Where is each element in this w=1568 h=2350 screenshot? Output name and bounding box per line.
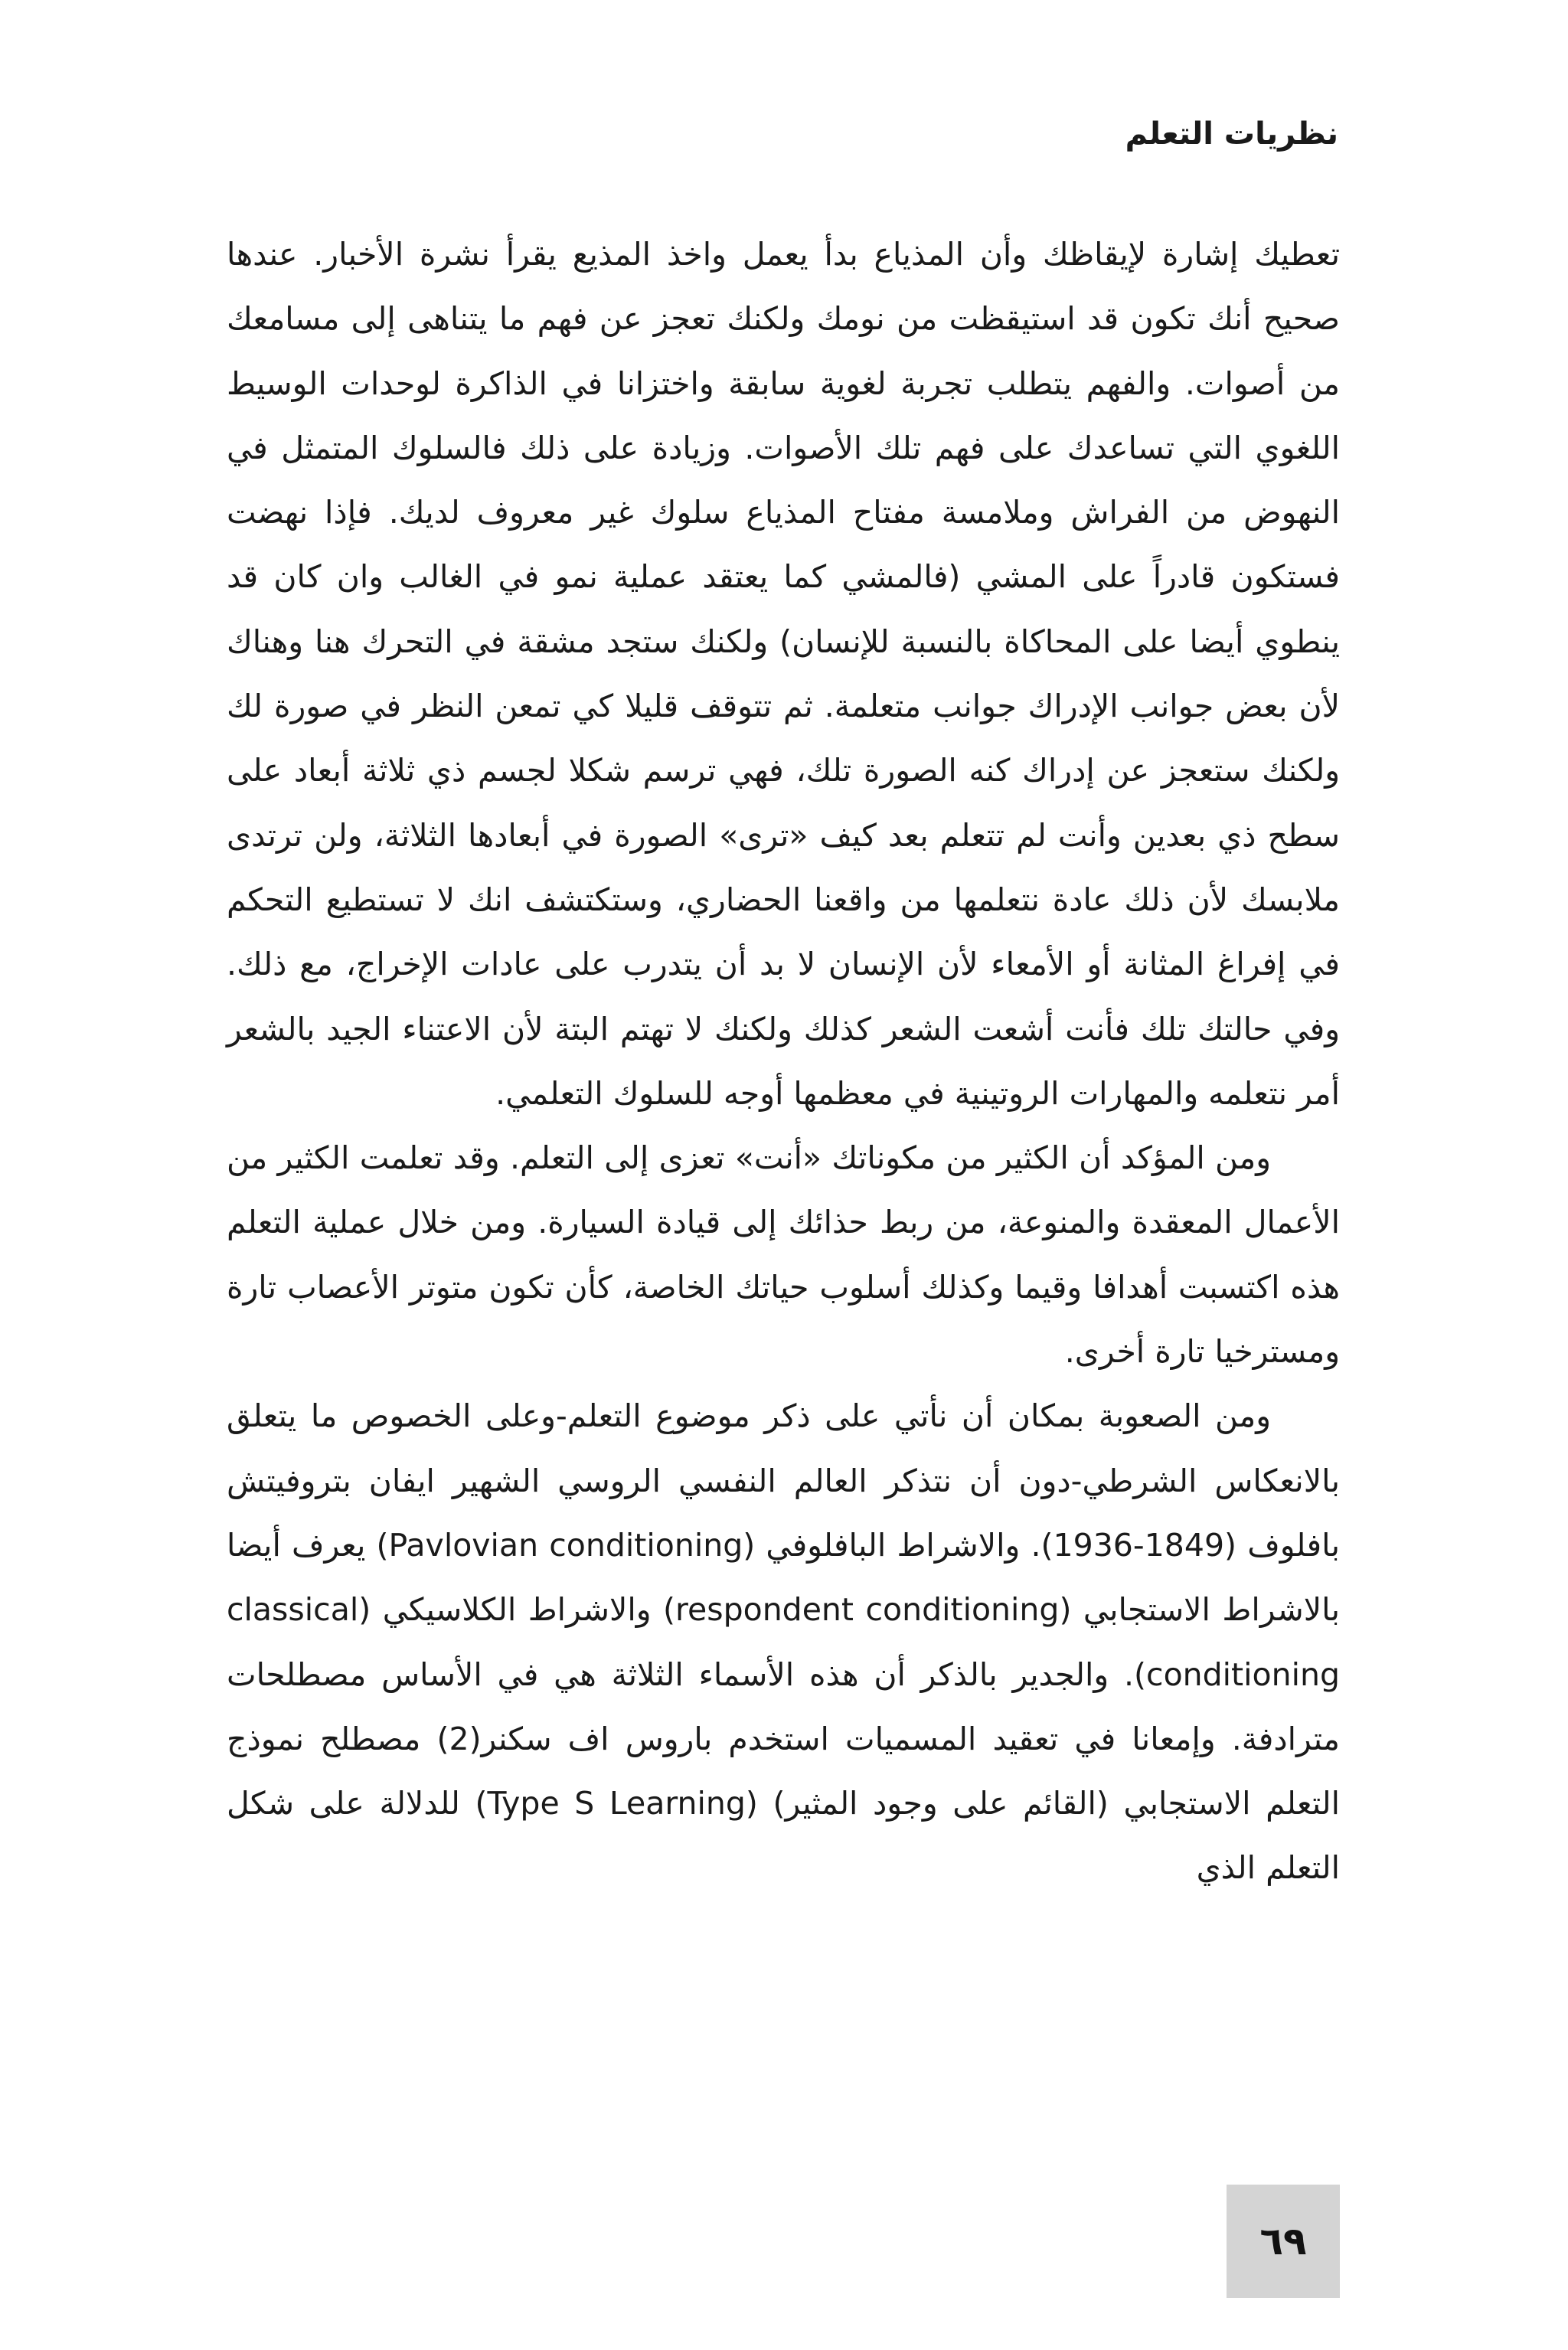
page-body — [227, 222, 1340, 1901]
body-paragraph: تعطيك إشارة لإيقاظك وأن المذياع بدأ يعمل واخذ المذيع يقرأ نشرة الأخبار. عندها صحيح أنك تكون قد استيقظت من نومك ولكنك تعجز عن فهم ما يتناهى إلى مسامعك من أصوات. والفهم يتطلب تجربة لغوية سابقة واختزانا في الذاكرة لوحدات الوسيط اللغوي التي تساعدك على فهم تلك الأصوات. وزيادة على ذلك فالسلوك المتمثل في النهوض من الفراش وملامسة مفتاح المذياع سلوك غير معروف لديك. فإذا نهضت فستكون قادراً على المشي (فالمشي كما يعتقد عملية نمو في الغالب وان كان قد ينطوي أيضا على المحاكاة بالنسبة للإنسان) ولكنك ستجد مشقة في التحرك هنا وهناك لأن بعض جوانب الإدراك جوانب متعلمة. ثم تتوقف قليلا كي تمعن النظر في صورة لك ولكنك ستعجز عن إدراك كنه الصورة تلك، فهي ترسم شكلا لجسم ذي ثلاثة أبعاد على سطح ذي بعدين وأنت لم تتعلم بعد كيف «ترى» الصورة في أبعادها الثلاثة، ولن ترتدى ملابسك لأن ذلك عادة نتعلمها من واقعنا الحضاري، وستكتشف انك لا تستطيع التحكم في إفراغ المثانة أو الأمعاء لأن الإنسان لا بد أن يتدرب على عادات الإخراج، مع ذلك. وفي حالتك تلك فأنت أشعت الشعر كذلك ولكنك لا تهتم البتة لأن الاعتناء الجيد بالشعر أمر نتعلمه والمهارات الروتينية في معظمها أوجه للسلوك التعلمي. — [227, 236, 1340, 1112]
body-paragraph: ومن المؤكد أن الكثير من مكوناتك «أنت» تعزى إلى التعلم. وقد تعلمت الكثير من الأعمال المعقدة والمنوعة، من ربط حذائك إلى قيادة السيارة. ومن خلال عملية التعلم هذه اكتسبت أهدافا وقيما وكذلك أسلوب حياتك الخاصة، كأن تكون متوتر الأعصاب تارة ومسترخيا تارة أخرى. — [227, 1139, 1340, 1371]
running-head-title: نظريات التعلم — [1125, 116, 1338, 152]
page-number: ٦٩ — [1227, 2185, 1340, 2298]
body-paragraph: ومن الصعوبة بمكان أن نأتي على ذكر موضوع التعلم-وعلى الخصوص ما يتعلق بالانعكاس الشرطي-دون أن نتذكر العالم النفسي الروسي الشهير ايفان بتروفيتش بافلوف (1849-1936). والاشراط البافلوفي (Pavlovian conditioning) يعرف أيضا بالاشراط الاستجابي (respondent conditioning) والاشراط الكلاسيكي (classical conditioning). والجدير بالذكر أن هذه الأسماء الثلاثة هي في الأساس مصطلحات مترادفة. وإمعانا في تعقيد المسميات استخدم باروس اف سكنر(2) مصطلح نموذج التعلم الاستجابي (القائم على وجود المثير) (Type S Learning) للدلالة على شكل التعلم الذي — [227, 1397, 1340, 1887]
